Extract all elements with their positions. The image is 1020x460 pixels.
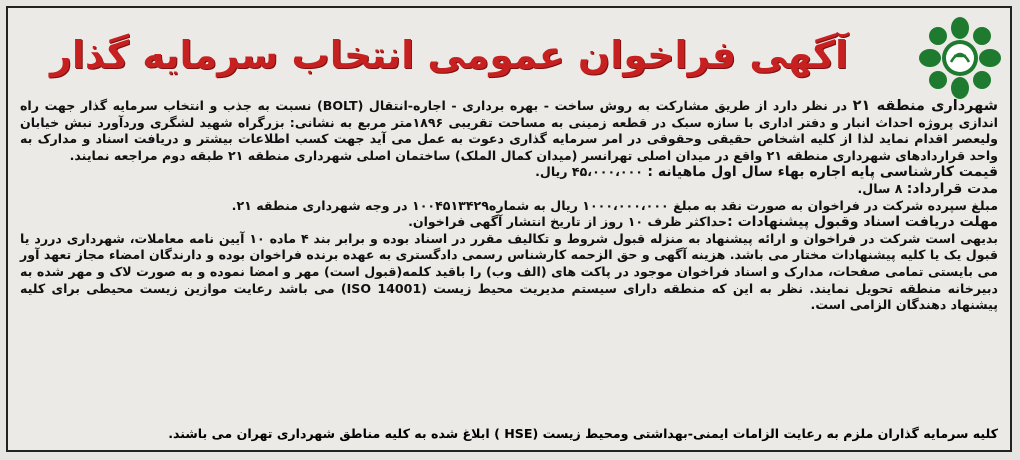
- notice-body: [20, 98, 998, 444]
- footer-line: [20, 426, 998, 442]
- notice-frame: [6, 6, 1012, 452]
- notice-title: آگهی فراخوان عمومی انتخاب سرمایه گذار: [50, 33, 848, 77]
- duration-line: [20, 181, 998, 198]
- deposit-line: مبلغ سپرده شرکت در فراخوان به صورت نقد به مبلغ ۱۰۰۰،۰۰۰،۰۰۰ ریال به شماره۱۰۰۴۵۱۳۴۲۹ در وجه شهرداری منطقه ۲۱.: [231, 197, 998, 213]
- duration-label: مدت قرارداد:: [906, 180, 998, 197]
- price-label: قیمت کارشناسی پایه اجاره بهاء سال اول ماهیانه :: [647, 164, 998, 181]
- intro-lead: شهرداری منطقه ۲۱: [852, 98, 998, 114]
- footer-text: کلیه سرمایه گذاران ملزم به رعایت الزامات ایمنی-بهداشتی ومحیط زیست (HSE ) ابلاغ شده به کلیه مناطق شهرداری تهران می باشند.: [168, 426, 998, 441]
- deadline-line: [20, 214, 998, 231]
- duration-value: ۸ سال.: [857, 180, 907, 196]
- deadline-value: حداکثر ظرف ۱۰ روز از تاریخ انتشار آگهی فراخوان.: [408, 214, 728, 230]
- price-line: [20, 164, 998, 181]
- intro-paragraph: [20, 98, 998, 164]
- municipality-logo: [918, 16, 1002, 100]
- conditions-paragraph: بدیهی است شرکت در فراخوان و ارائه پیشنهاد به منزله قبول شروط و تکالیف مقرر در اسناد بوده و برابر بند ۴ ماده ۱۰ آیین نامه معاملات، شهرداری دررد یا قبول یک یا کلیه پیشنهادات مختار می باشد. هزینه آگهی و حق الزحمه کارشناس رسمی دادگستری به عهده برنده فراخوان بوده و دارندگان امضاء مجاز تعهد آور می بایستی تمامی صفحات، مدارک و اسناد فراخوان موجود در پاکت های (الف وب) را باقید کلمه(قبول است) مهر و امضا نموده و به صورت لاک و مهر شده به دبیرخانه منطقه تحویل نمایند. نظر به این که منطقه دارای سیستم مدیریت محیط زیست (ISO 14001) می باشد رعایت موازین زیست محیطی برای کلیه پیشنهاد دهندگان الزامی است.: [20, 230, 998, 313]
- price-value: ۴۵،۰۰۰،۰۰۰ ریال.: [535, 164, 643, 180]
- deadline-label: مهلت دریافت اسناد وقبول پیشنهادات :: [727, 214, 998, 231]
- intro-text: در نظر دارد از طریق مشارکت به روش ساخت - بهره برداری - اجاره-انتقال (BOLT) نسبت به جذب و انتخاب سرمایه گذار جهت راه اندازی پروژه احداث انبار و دفتر اداری با سازه سبک در قطعه زمینی به مساحت تقریبی ۱۸۹۶متر مربع به نشانی: بزرگراه شهید لشگری وردآورد نبش خیابان ولیعصر اقدام نماید لذا از کلیه اشخاص حقیقی وحقوقی در امر سرمایه گذاری دعوت به عمل می آید جهت کسب اطلاعات بیشتر و دریافت اسناد و مدارک به واحد قراردادهای شهرداری منطقه ۲۱ واقع در میدان اصلی تهرانسر (میدان کمال الملک) ساختمان اصلی شهرداری منطقه ۲۱ طبقه دوم مراجعه نمایند.: [20, 98, 998, 163]
- notice-header: [16, 12, 1002, 98]
